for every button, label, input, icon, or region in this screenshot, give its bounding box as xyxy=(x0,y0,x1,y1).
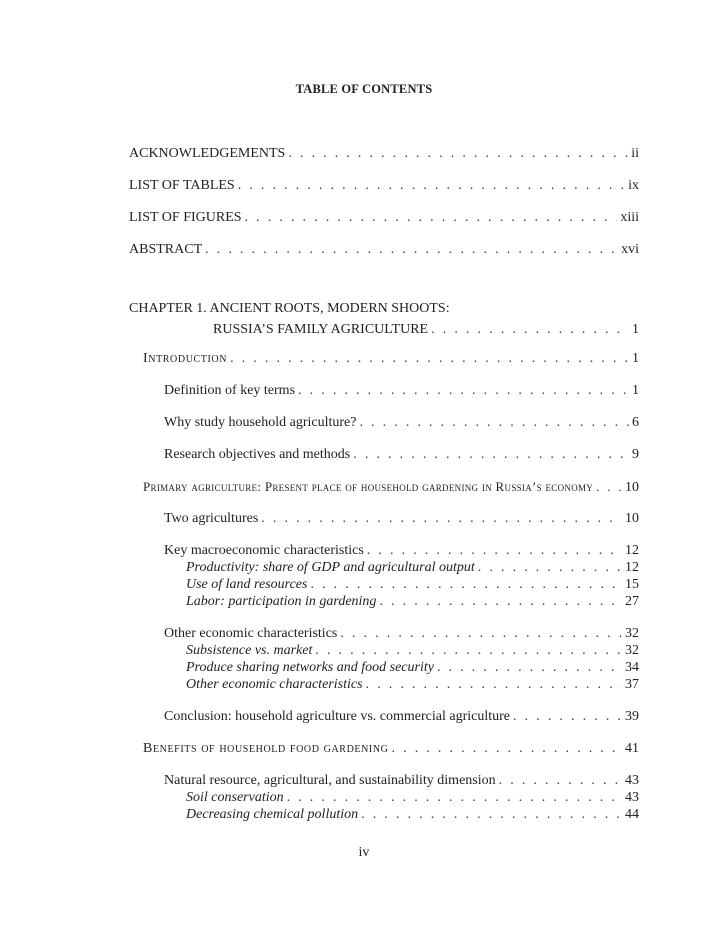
toc-entry-label: Other economic characteristics xyxy=(186,677,363,692)
dot-leader xyxy=(261,510,622,527)
toc-entry-chapter-1[interactable] xyxy=(213,321,639,338)
toc-entry-label: Natural resource, agricultural, and sustainability dimension xyxy=(164,773,496,788)
toc-entry-page: ii xyxy=(631,146,639,161)
toc-subsubsection[interactable] xyxy=(186,659,639,676)
dot-leader xyxy=(310,576,622,593)
toc-entry-label: Decreasing chemical pollution xyxy=(186,807,359,822)
dot-leader xyxy=(513,708,622,725)
toc-entry-page: xiii xyxy=(620,210,639,225)
page-title: TABLE OF CONTENTS xyxy=(295,82,433,96)
toc-subsection[interactable] xyxy=(164,772,639,789)
dot-leader xyxy=(361,806,622,823)
toc-entry-list-of-figures[interactable] xyxy=(129,209,639,226)
dot-leader xyxy=(437,659,622,676)
toc-entry-label: Two agricultures xyxy=(164,511,259,526)
dot-leader xyxy=(353,446,629,463)
toc-entry-acknowledgements[interactable] xyxy=(129,145,639,162)
dot-leader xyxy=(298,382,629,399)
toc-entry-label: Introduction xyxy=(143,351,228,366)
dot-leader xyxy=(379,593,622,610)
toc-entry-abstract[interactable] xyxy=(129,241,639,258)
dot-leader xyxy=(596,478,622,495)
toc-entry-page: 15 xyxy=(625,577,639,592)
toc-subsection[interactable] xyxy=(164,510,639,527)
toc-subsubsection[interactable] xyxy=(186,642,639,659)
toc-entry-label: Definition of key terms xyxy=(164,383,296,398)
toc-entry-list-of-tables[interactable] xyxy=(129,177,639,194)
chapter-heading[interactable]: CHAPTER 1. ANCIENT ROOTS, MODERN SHOOTS: xyxy=(129,301,450,316)
toc-subsubsection[interactable] xyxy=(186,593,639,610)
dot-leader xyxy=(359,414,629,431)
toc-subsection[interactable] xyxy=(164,446,639,463)
toc-entry-page: 10 xyxy=(625,480,639,495)
toc-entry-label: Research objectives and methods xyxy=(164,447,351,462)
dot-leader xyxy=(230,350,629,367)
toc-section-introduction[interactable] xyxy=(143,350,639,367)
dot-leader xyxy=(205,241,618,258)
toc-entry-page: 9 xyxy=(632,447,639,462)
dot-leader xyxy=(315,642,622,659)
toc-entry-page: 1 xyxy=(632,383,639,398)
toc-subsubsection[interactable] xyxy=(186,789,639,806)
toc-section-primary-agriculture[interactable] xyxy=(143,478,639,496)
toc-subsection[interactable] xyxy=(164,414,639,431)
toc-entry-label: Subsistence vs. market xyxy=(186,643,313,658)
toc-entry-label: LIST OF FIGURES xyxy=(129,210,242,225)
toc-entry-label: Conclusion: household agriculture vs. commercial agriculture xyxy=(164,709,511,724)
toc-entry-label: Benefits of household food gardening xyxy=(143,741,389,756)
toc-entry-page: xvi xyxy=(621,242,639,257)
dot-leader xyxy=(287,789,622,806)
toc-entry-label: Other economic characteristics xyxy=(164,626,338,641)
toc-entry-page: 32 xyxy=(625,643,639,658)
toc-subsection[interactable] xyxy=(164,625,639,642)
toc-entry-page: 32 xyxy=(625,626,639,641)
toc-entry-label: ACKNOWLEDGEMENTS xyxy=(129,146,286,161)
toc-subsection[interactable] xyxy=(164,542,639,559)
toc-entry-page: 12 xyxy=(625,543,639,558)
dot-leader xyxy=(499,772,622,789)
toc-entry-label: Key macroeconomic characteristics xyxy=(164,543,364,558)
dot-leader xyxy=(245,209,618,226)
toc-entry-page: 34 xyxy=(625,660,639,675)
toc-section-benefits[interactable] xyxy=(143,740,639,757)
toc-subsubsection[interactable] xyxy=(186,559,639,576)
toc-entry-page: ix xyxy=(628,178,639,193)
toc-entry-page: 41 xyxy=(625,741,639,756)
dot-leader xyxy=(288,145,628,162)
toc-subsubsection[interactable] xyxy=(186,806,639,823)
toc-entry-page: 37 xyxy=(625,677,639,692)
toc-entry-page: 44 xyxy=(625,807,639,822)
dot-leader xyxy=(478,559,622,576)
toc-entry-label: Why study household agriculture? xyxy=(164,415,357,430)
toc-entry-page: 1 xyxy=(632,322,639,337)
toc-entry-label: Primary agriculture: Present place of household gardening in Russia’s economy xyxy=(143,479,594,494)
toc-entry-page: 10 xyxy=(625,511,639,526)
dot-leader xyxy=(340,625,622,642)
toc-entry-label: Labor: participation in gardening xyxy=(186,594,377,609)
toc-entry-label: Use of land resources xyxy=(186,577,308,592)
toc-subsection[interactable] xyxy=(164,382,639,399)
toc-entry-label: LIST OF TABLES xyxy=(129,178,235,193)
toc-entry-page: 43 xyxy=(625,790,639,805)
page-number: iv xyxy=(358,845,370,860)
dot-leader xyxy=(366,676,622,693)
dot-leader xyxy=(392,740,623,757)
toc-entry-page: 43 xyxy=(625,773,639,788)
toc-subsubsection[interactable] xyxy=(186,676,639,693)
dot-leader xyxy=(431,321,629,338)
toc-subsubsection[interactable] xyxy=(186,576,639,593)
toc-entry-page: 12 xyxy=(625,560,639,575)
toc-entry-page: 1 xyxy=(632,351,639,366)
toc-entry-page: 39 xyxy=(625,709,639,724)
toc-entry-label: Productivity: share of GDP and agricultural output xyxy=(186,560,475,575)
toc-entry-page: 6 xyxy=(632,415,639,430)
toc-subsection[interactable] xyxy=(164,708,639,725)
dot-leader xyxy=(238,177,625,194)
toc-entry-page: 27 xyxy=(625,594,639,609)
toc-entry-label: ABSTRACT xyxy=(129,242,203,257)
toc-entry-label: Soil conservation xyxy=(186,790,284,805)
toc-entry-label: Produce sharing networks and food security xyxy=(186,660,434,675)
toc-entry-label: RUSSIA’S FAMILY AGRICULTURE xyxy=(213,322,429,337)
dot-leader xyxy=(367,542,622,559)
